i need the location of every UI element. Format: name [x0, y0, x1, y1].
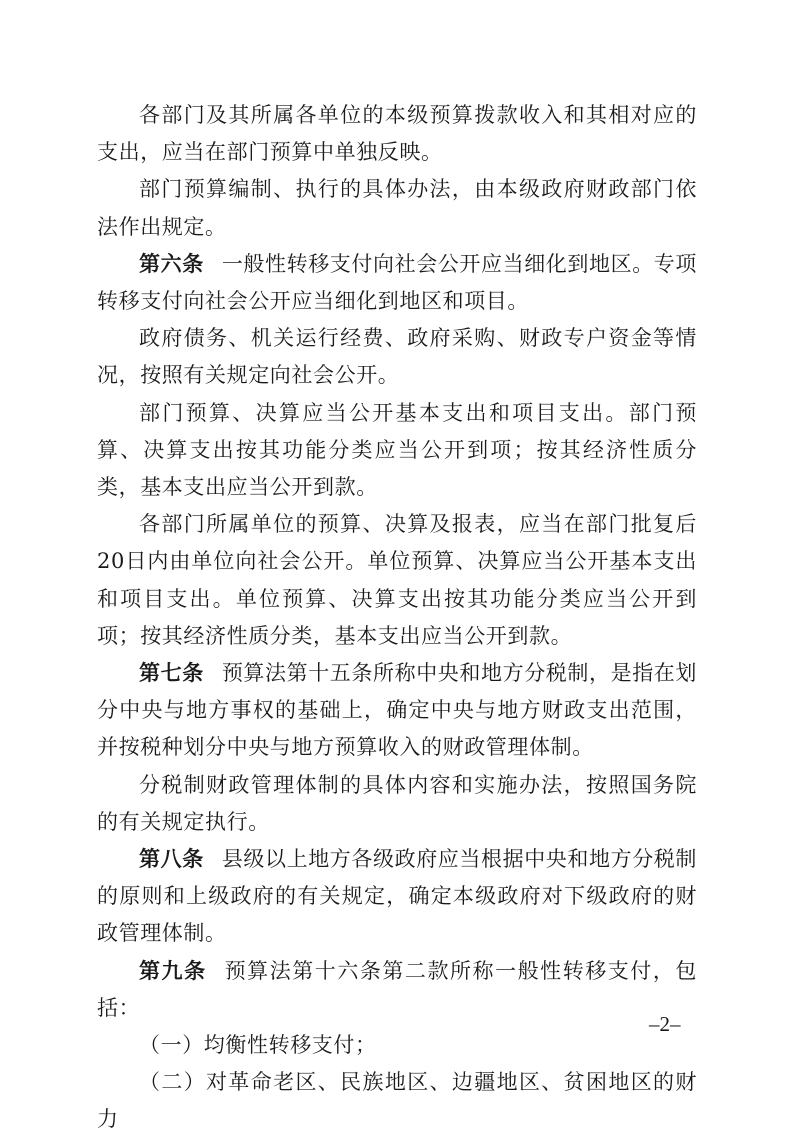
paragraph-1: 各部门及其所属各单位的本级预算拨款收入和其相对应的支出，应当在部门预算中单独反映。	[97, 103, 697, 165]
paragraph-item-2: （二）对革命老区、民族地区、边疆地区、贫困地区的财力	[97, 1070, 697, 1132]
paragraph-article-6: 第六条 一般性转移支付向社会公开应当细化到地区。专项转移支付向社会公开应当细化到地区和项目。	[97, 251, 698, 314]
paragraph-article-9: 第九条 预算法第十六条第二款所称一般性转移支付，包括：	[97, 958, 697, 1020]
paragraph-article-7: 第七条 预算法第十五条所称中央和地方分税制，是指在划分中央与地方事权的基础上，确定中央与地方财政支出范围，并按税种划分中央与地方预算收入的财政管理体制。	[97, 661, 698, 760]
paragraph-article-8: 第八条 县级以上地方各级政府应当根据中央和地方分税制的原则和上级政府的有关规定，确定本级政府对下级政府的财政管理体制。	[97, 847, 698, 946]
article-number: 第九条	[139, 958, 207, 983]
page-number: –2–	[649, 1012, 681, 1036]
document-body	[97, 97, 697, 1139]
paragraph-8: 分税制财政管理体制的具体内容和实施办法，按照国务院的有关规定执行。	[97, 772, 697, 834]
article-number: 第八条	[139, 847, 204, 872]
paragraph-5: 部门预算、决算应当公开基本支出和项目支出。部门预算、决算支出按其功能分类应当公开到项；按其经济性质分类，基本支出应当公开到款。	[97, 400, 697, 500]
paragraph-4: 政府债务、机关运行经费、政府采购、财政专户资金等情况，按照有关规定向社会公开。	[97, 326, 697, 388]
paragraph-6: 各部门所属单位的预算、决算及报表，应当在部门批复后20日内由单位向社会公开。单位预算、决算应当公开基本支出和项目支出。单位预算、决算支出按其功能分类应当公开到项；按其经济性质分类，基本支出应当公开到款。	[97, 512, 697, 648]
paragraph-2: 部门预算编制、执行的具体办法，由本级政府财政部门依法作出规定。	[97, 177, 697, 239]
article-number: 第六条	[139, 251, 204, 276]
paragraph-item-1: （一）均衡性转移支付；	[139, 1033, 377, 1058]
article-number: 第七条	[139, 661, 204, 686]
